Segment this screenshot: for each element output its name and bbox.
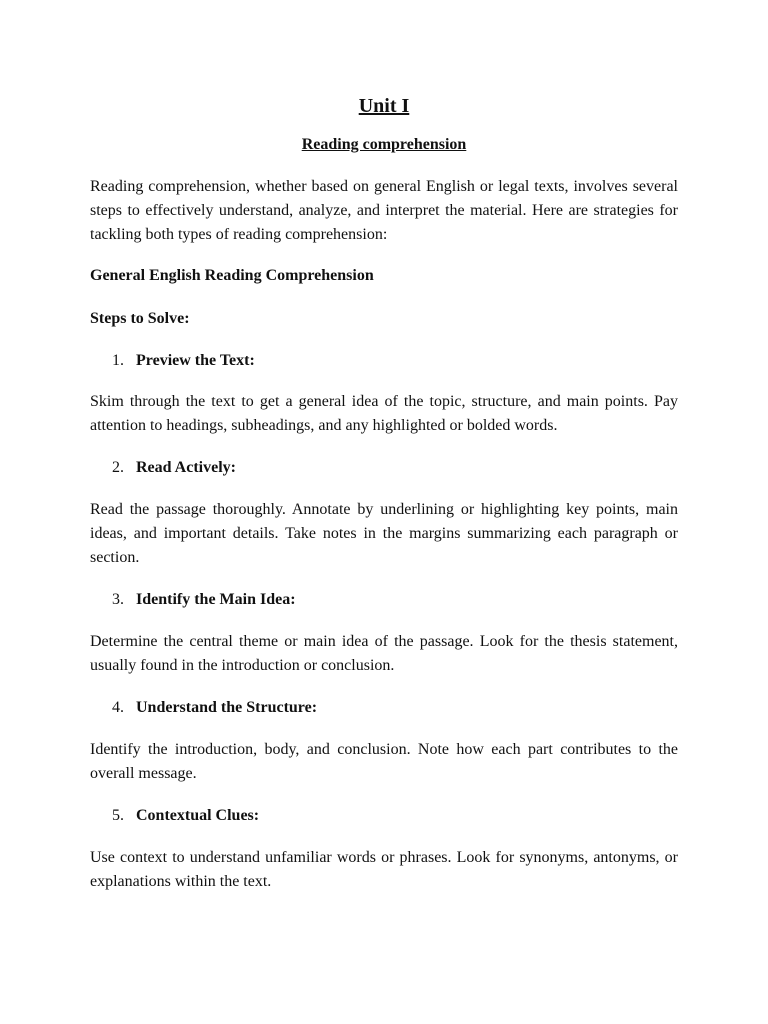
page-subtitle: Reading comprehension [301, 136, 467, 153]
step-label: Contextual Clues: [136, 807, 260, 824]
step-number: 2. [112, 459, 124, 476]
step-label: Preview the Text: [136, 352, 255, 369]
section-heading: General English Reading Comprehension [90, 267, 374, 284]
step-number: 5. [112, 807, 124, 824]
step-description: Read the passage thoroughly. Annotate by underlining or highlighting key points, main ideas, and important details. Take notes in the margins summarizing each paragraph or section. [90, 501, 678, 566]
step-heading [112, 349, 672, 373]
step-label: Understand the Structure: [136, 699, 318, 716]
steps-heading: Steps to Solve: [90, 310, 190, 327]
step-heading [112, 588, 672, 612]
step-heading [112, 696, 672, 720]
step-number: 1. [112, 352, 124, 369]
step-label: Identify the Main Idea: [136, 591, 296, 608]
step-heading [112, 804, 672, 828]
step-heading [112, 456, 672, 480]
step-description: Use context to understand unfamiliar words or phrases. Look for synonyms, antonyms, or explanations within the text. [90, 849, 678, 890]
step-number: 4. [112, 699, 124, 716]
step-description: Identify the introduction, body, and conclusion. Note how each part contributes to the overall message. [90, 741, 678, 782]
intro-paragraph: Reading comprehension, whether based on general English or legal texts, involves several steps to effectively understand, analyze, and interpret the material. Here are strategies for tackling both types of reading comprehension: [90, 178, 678, 243]
step-description: Skim through the text to get a general idea of the topic, structure, and main points. Pay attention to headings, subheadings, and any highlighted or bolded words. [90, 393, 678, 434]
page-title: Unit I [358, 95, 410, 117]
step-label: Read Actively: [136, 459, 236, 476]
step-number: 3. [112, 591, 124, 608]
step-description: Determine the central theme or main idea of the passage. Look for the thesis statement, usually found in the introduction or conclusion. [90, 633, 678, 674]
